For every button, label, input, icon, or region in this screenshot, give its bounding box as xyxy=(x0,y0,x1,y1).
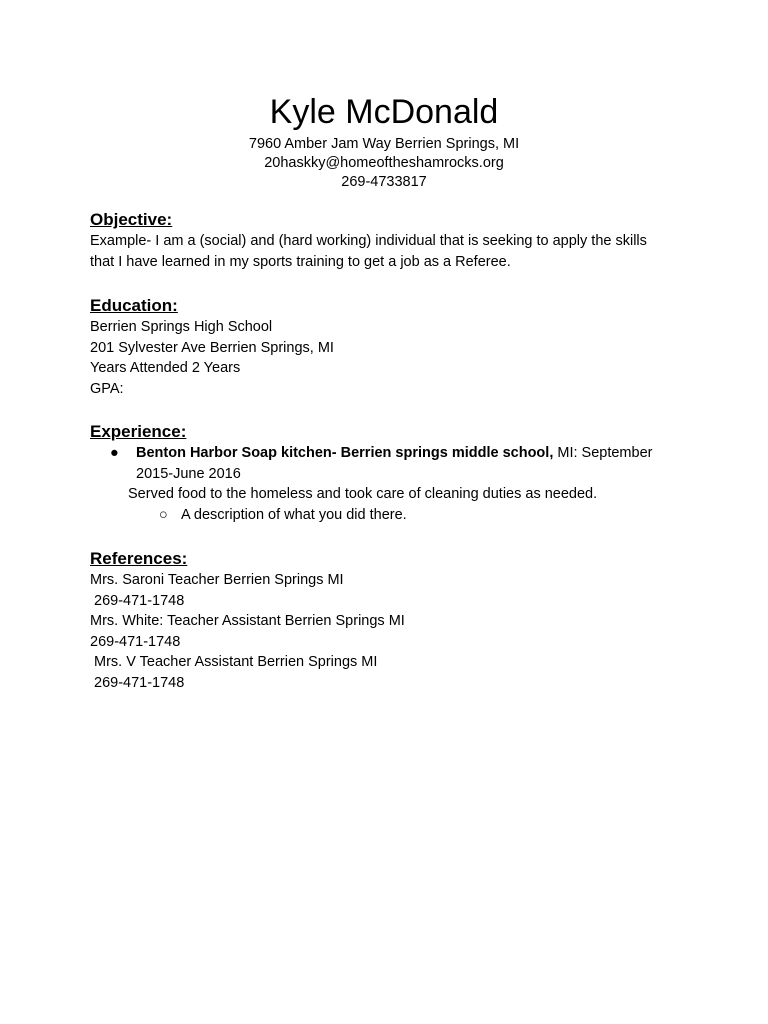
experience-sub-entry-text: A description of what you did there. xyxy=(181,506,407,523)
objective-line: Example- I am a (social) and (hard working) individual that is seeking to apply the skills xyxy=(90,233,647,249)
reference-name: Mrs. White: Teacher Assistant Berrien Springs MI xyxy=(90,613,405,629)
bullet-icon: ● xyxy=(110,445,119,461)
objective-heading-text: Objective xyxy=(90,210,167,229)
reference-phone: 269-471-1748 xyxy=(90,633,181,650)
references-heading: References: xyxy=(90,549,188,568)
resume-header xyxy=(0,92,768,192)
candidate-name: Kyle McDonald xyxy=(269,93,499,131)
objective-heading xyxy=(90,209,690,231)
email-line: 20haskky@homeoftheshamrocks.org xyxy=(264,155,504,171)
references-section xyxy=(90,548,690,693)
hollow-bullet-icon: ○ xyxy=(159,506,168,523)
education-section xyxy=(90,295,690,399)
education-heading: Education: xyxy=(90,296,178,315)
education-school: Berrien Springs High School xyxy=(90,319,273,335)
reference-phone: 269-471-1748 xyxy=(94,674,185,691)
education-years: Years Attended 2 Years xyxy=(90,360,241,376)
address-line: 7960 Amber Jam Way Berrien Springs, MI xyxy=(248,136,520,152)
education-address: 201 Sylvester Ave Berrien Springs, MI xyxy=(90,339,334,356)
experience-description: Served food to the homeless and took care of cleaning duties as needed. xyxy=(128,486,598,502)
experience-section xyxy=(90,421,690,525)
objective-heading-colon: : xyxy=(166,210,173,229)
objective-line: that I have learned in my sports training to get a job as a Referee. xyxy=(90,253,511,270)
objective-section xyxy=(90,209,690,272)
experience-employer: Benton Harbor Soap kitchen- Berrien springs middle school, xyxy=(136,445,554,461)
education-gpa: GPA: xyxy=(90,380,124,397)
reference-phone: 269-471-1748 xyxy=(94,592,185,609)
phone-line: 269-4733817 xyxy=(341,174,427,190)
experience-location-date: MI: September xyxy=(553,445,653,461)
reference-name: Mrs. V Teacher Assistant Berrien Springs MI xyxy=(94,654,378,670)
experience-entry-line1 xyxy=(136,443,690,464)
experience-heading: Experience: xyxy=(90,422,187,441)
experience-entry xyxy=(90,443,690,484)
experience-sub-entry xyxy=(90,505,690,526)
reference-name: Mrs. Saroni Teacher Berrien Springs MI xyxy=(90,572,344,588)
experience-entry-line2: 2015-June 2016 xyxy=(136,465,241,482)
